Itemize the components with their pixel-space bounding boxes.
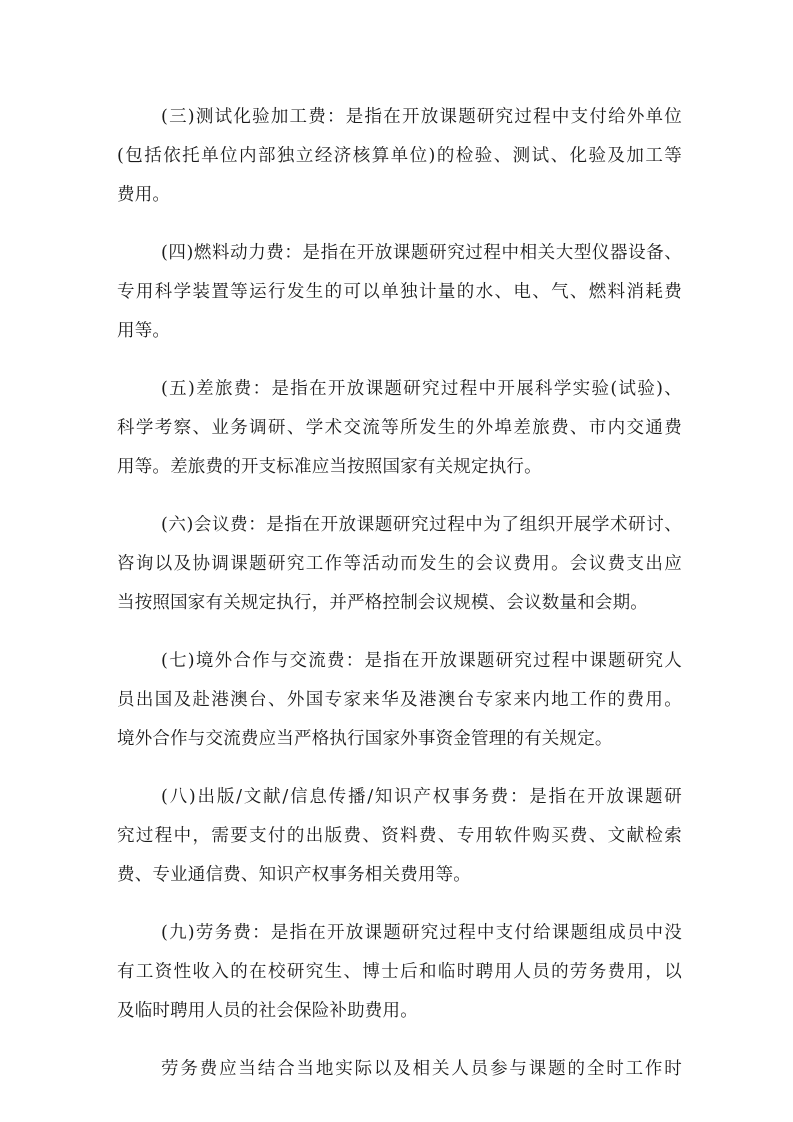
text-line: 费用。 — [117, 185, 171, 205]
text-line: 当按照国家有关规定执行，并严格控制会议规模、会议数量和会期。 — [117, 593, 648, 613]
text-line: 境外合作与交流费应当严格执行国家外事资金管理的有关规定。 — [117, 729, 613, 749]
text-line: 用等。 — [117, 321, 171, 341]
paragraph-labor-fees — [117, 914, 682, 1031]
text-line: (五)差旅费：是指在开放课题研究过程中开展科学实验(试验)、 — [161, 379, 682, 399]
text-line: (三)测试化验加工费：是指在开放课题研究过程中支付给外单位 — [161, 107, 682, 127]
text-line: 员出国及赴港澳台、外国专家来华及港澳台专家来内地工作的费用。 — [117, 690, 682, 710]
document-body — [117, 98, 682, 1108]
text-line: (四)燃料动力费：是指在开放课题研究过程中相关大型仪器设备、 — [161, 243, 682, 263]
text-line: (六)会议费：是指在开放课题研究过程中为了组织开展学术研讨、 — [161, 515, 682, 535]
text-line: 费、专业通信费、知识产权事务相关费用等。 — [117, 865, 471, 885]
text-line: 科学考察、业务调研、学术交流等所发生的外埠差旅费、市内交通费 — [117, 418, 682, 438]
paragraph-international-exchange-fees — [117, 642, 682, 759]
text-line: 咨询以及协调课题研究工作等活动而发生的会议费用。会议费支出应 — [117, 554, 682, 574]
paragraph-publication-fees — [117, 778, 682, 895]
text-line: 专用科学装置等运行发生的可以单独计量的水、电、气、燃料消耗费 — [117, 282, 682, 302]
paragraph-meeting-fees — [117, 506, 682, 623]
text-line: (八)出版/文献/信息传播/知识产权事务费：是指在开放课题研 — [161, 787, 682, 807]
text-line: (包括依托单位内部独立经济核算单位)的检验、测试、化验及加工等 — [117, 146, 682, 166]
paragraph-labor-fees-standard — [117, 1050, 682, 1089]
paragraph-testing-fees — [117, 98, 682, 215]
text-line: 用等。差旅费的开支标准应当按照国家有关规定执行。 — [117, 457, 542, 477]
text-line: 有工资性收入的在校研究生、博士后和临时聘用人员的劳务费用，以 — [117, 962, 682, 982]
text-line: (七)境外合作与交流费：是指在开放课题研究过程中课题研究人 — [161, 651, 682, 671]
text-line: 究过程中，需要支付的出版费、资料费、专用软件购买费、文献检索 — [117, 826, 682, 846]
paragraph-travel-fees — [117, 370, 682, 487]
paragraph-fuel-power-fees — [117, 234, 682, 351]
text-line: (九)劳务费：是指在开放课题研究过程中支付给课题组成员中没 — [161, 923, 682, 943]
text-line: 劳务费应当结合当地实际以及相关人员参与课题的全时工作时 — [161, 1059, 682, 1079]
text-line: 及临时聘用人员的社会保险补助费用。 — [117, 1001, 418, 1021]
